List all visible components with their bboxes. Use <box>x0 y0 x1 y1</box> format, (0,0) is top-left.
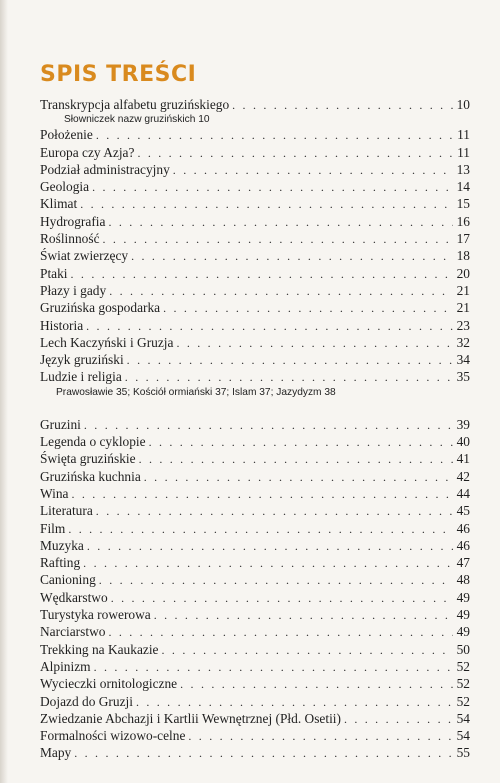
toc-entry-label: Alpinizm <box>40 658 91 674</box>
dot-leader <box>96 127 453 144</box>
toc-entry-page: 44 <box>456 485 470 501</box>
toc-entry-page: 47 <box>456 555 470 571</box>
toc-entry-page: 21 <box>456 300 470 316</box>
toc-entry-label: Dojazd do Gruzji <box>40 693 133 709</box>
toc-entry-page: 35 <box>456 369 470 385</box>
toc-entry-page: 34 <box>456 352 470 368</box>
dot-leader <box>86 318 453 335</box>
toc-subentry: Prawosławie 35; Kościół ormiański 37; Islam 37; Jazydyzm 38 <box>56 386 336 398</box>
toc-entry-page: 55 <box>456 745 470 761</box>
toc-entry-page: 21 <box>456 282 470 298</box>
toc-entry[interactable] <box>40 537 470 554</box>
toc-entry-page: 10 <box>456 97 470 112</box>
toc-entry-page: 49 <box>456 589 470 605</box>
toc-entry-page: 46 <box>456 520 470 536</box>
dot-leader <box>131 248 453 265</box>
toc-entry-page: 16 <box>456 213 470 229</box>
toc-entry-label: Transkrypcja alfabetu gruzińskiego <box>40 97 230 112</box>
page-edge-shadow <box>0 0 8 783</box>
toc-entry[interactable] <box>40 520 470 537</box>
toc-entry[interactable] <box>40 213 470 230</box>
toc-entry-page: 14 <box>456 179 470 195</box>
toc-entry[interactable] <box>40 368 470 385</box>
toc-entry[interactable] <box>40 351 470 368</box>
toc-entry[interactable] <box>40 641 470 658</box>
toc-entry[interactable] <box>40 195 470 212</box>
dot-leader <box>139 451 453 468</box>
dot-leader <box>109 283 453 300</box>
dot-leader <box>173 162 453 179</box>
toc-entry[interactable] <box>40 744 470 761</box>
dot-leader <box>99 572 453 589</box>
toc-entry-label: Gruzińska gospodarka <box>40 300 161 316</box>
toc-entry-page: 40 <box>456 434 470 450</box>
toc-entry-label: Literatura <box>40 503 93 519</box>
toc-entry-page: 23 <box>456 317 470 333</box>
toc-entry-page: 13 <box>456 161 470 177</box>
toc-entry-label: Klimat <box>40 196 78 212</box>
toc-entry-label: Film <box>40 520 66 536</box>
toc-entry-label: Historia <box>40 317 84 333</box>
dot-leader <box>111 590 453 607</box>
toc-entry-label: Świat zwierzęcy <box>40 248 129 264</box>
dot-leader <box>80 196 453 213</box>
dot-leader <box>149 434 453 451</box>
dot-leader <box>176 335 453 352</box>
dot-leader <box>188 728 453 745</box>
dot-leader <box>180 676 453 693</box>
toc-entry-page: 15 <box>456 196 470 212</box>
toc-entry-label: Gruzińska kuchnia <box>40 468 141 484</box>
toc-entry-label: Europa czy Azja? <box>40 144 135 160</box>
dot-leader <box>136 694 453 711</box>
toc-entry[interactable] <box>40 126 470 143</box>
dot-leader <box>94 659 453 676</box>
toc-entry-page: 46 <box>456 537 470 553</box>
toc-entry-label: Geologia <box>40 179 90 195</box>
toc-entry[interactable] <box>40 693 470 710</box>
toc-entry[interactable] <box>40 230 470 247</box>
toc-entry-page: 17 <box>456 231 470 247</box>
dot-leader <box>137 145 453 162</box>
dot-leader <box>125 369 453 386</box>
dot-leader <box>344 711 453 728</box>
toc-entry-label: Wycieczki ornitologiczne <box>40 676 178 692</box>
toc-entry-label: Muzyka <box>40 537 84 553</box>
toc-entry[interactable] <box>40 299 470 316</box>
toc-entry[interactable] <box>40 282 470 299</box>
dot-leader <box>87 538 453 555</box>
toc-entry-page: 52 <box>456 658 470 674</box>
toc-entry-label: Zwiedzanie Abchazji i Kartlii Wewnętrznej (Płd. Osetii) <box>40 710 341 726</box>
toc-entry-label: Turystyka rowerowa <box>40 607 151 623</box>
dot-leader <box>68 521 453 538</box>
toc-entry[interactable] <box>40 658 470 675</box>
dot-leader <box>96 503 453 520</box>
toc-entry[interactable] <box>40 178 470 195</box>
toc-entry-page: 48 <box>456 572 470 588</box>
toc-entry-label: Gruzini <box>40 416 81 432</box>
toc-entry-label: Lech Kaczyński i Gruzja <box>40 334 174 350</box>
toc-entry-label: Ptaki <box>40 265 68 281</box>
dot-leader <box>74 745 453 762</box>
toc-entry-page: 11 <box>457 144 470 160</box>
dot-leader <box>162 642 453 659</box>
toc-entry-page: 52 <box>456 693 470 709</box>
toc-entry[interactable] <box>40 468 470 485</box>
toc-entry-label: Legenda o cyklopie <box>40 434 146 450</box>
toc-subentry: Słowniczek nazw gruzińskich 10 <box>64 114 210 126</box>
toc-entry-label: Ludzie i religia <box>40 369 122 385</box>
toc-entry-label: Hydrografia <box>40 213 106 229</box>
dot-leader <box>92 179 453 196</box>
toc-entry-page: 39 <box>456 416 470 432</box>
toc-entry[interactable] <box>40 675 470 692</box>
toc-entry-label: Język gruziński <box>40 352 124 368</box>
toc-entry-label: Podział administracyjny <box>40 161 170 177</box>
toc-entry[interactable] <box>40 623 470 640</box>
toc-entry-label: Płazy i gady <box>40 282 107 298</box>
toc-entry-label: Mapy <box>40 745 72 761</box>
dot-leader <box>103 231 453 248</box>
toc-entry[interactable] <box>40 144 470 161</box>
toc-entry-label: Położenie <box>40 127 93 143</box>
toc-entry-page: 11 <box>457 127 470 143</box>
toc-entry-page: 45 <box>456 503 470 519</box>
dot-leader <box>108 214 453 231</box>
toc-entry-page: 41 <box>456 451 470 467</box>
page-title: SPIS TREŚCI <box>40 62 197 87</box>
toc-entry-page: 52 <box>456 676 470 692</box>
toc-entry[interactable] <box>40 334 470 351</box>
toc-entry-label: Wina <box>40 485 69 501</box>
dot-leader <box>84 417 453 434</box>
dot-leader <box>108 624 453 641</box>
dot-leader <box>71 266 453 283</box>
toc-entry[interactable] <box>40 247 470 264</box>
table-of-contents <box>40 96 470 762</box>
toc-entry[interactable] <box>40 450 470 467</box>
toc-entry[interactable] <box>40 571 470 588</box>
toc-entry[interactable] <box>40 265 470 282</box>
toc-entry[interactable] <box>40 416 470 433</box>
toc-entry[interactable] <box>40 96 470 113</box>
toc-entry-page: 18 <box>456 248 470 264</box>
toc-entry[interactable] <box>40 589 470 606</box>
toc-entry[interactable] <box>40 502 470 519</box>
toc-entry-page: 50 <box>456 641 470 657</box>
toc-entry[interactable] <box>40 606 470 623</box>
toc-entry-label: Narciarstwo <box>40 624 106 640</box>
toc-entry-page: 32 <box>456 334 470 350</box>
toc-entry-page: 54 <box>456 710 470 726</box>
toc-entry-page: 42 <box>456 468 470 484</box>
toc-entry[interactable] <box>40 710 470 727</box>
toc-entry[interactable] <box>40 161 470 178</box>
dot-leader <box>232 97 453 114</box>
toc-entry-label: Rafting <box>40 555 81 571</box>
dot-leader <box>154 607 453 624</box>
dot-leader <box>163 300 453 317</box>
toc-entry[interactable] <box>40 433 470 450</box>
toc-entry[interactable] <box>40 554 470 571</box>
toc-entry-label: Trekking na Kaukazie <box>40 641 159 657</box>
toc-entry[interactable] <box>40 727 470 744</box>
toc-entry-label: Wędkarstwo <box>40 589 108 605</box>
toc-entry-label: Formalności wizowo-celne <box>40 728 186 744</box>
dot-leader <box>71 486 453 503</box>
toc-entry-page: 20 <box>456 265 470 281</box>
toc-entry-label: Canioning <box>40 572 96 588</box>
toc-entry[interactable] <box>40 485 470 502</box>
toc-entry-label: Święta gruzińskie <box>40 451 136 467</box>
toc-entry[interactable] <box>40 317 470 334</box>
dot-leader <box>127 352 453 369</box>
toc-entry-page: 49 <box>456 607 470 623</box>
toc-entry-label: Roślinność <box>40 231 100 247</box>
dot-leader <box>144 469 453 486</box>
toc-entry-page: 54 <box>456 728 470 744</box>
dot-leader <box>83 555 453 572</box>
toc-entry-page: 49 <box>456 624 470 640</box>
